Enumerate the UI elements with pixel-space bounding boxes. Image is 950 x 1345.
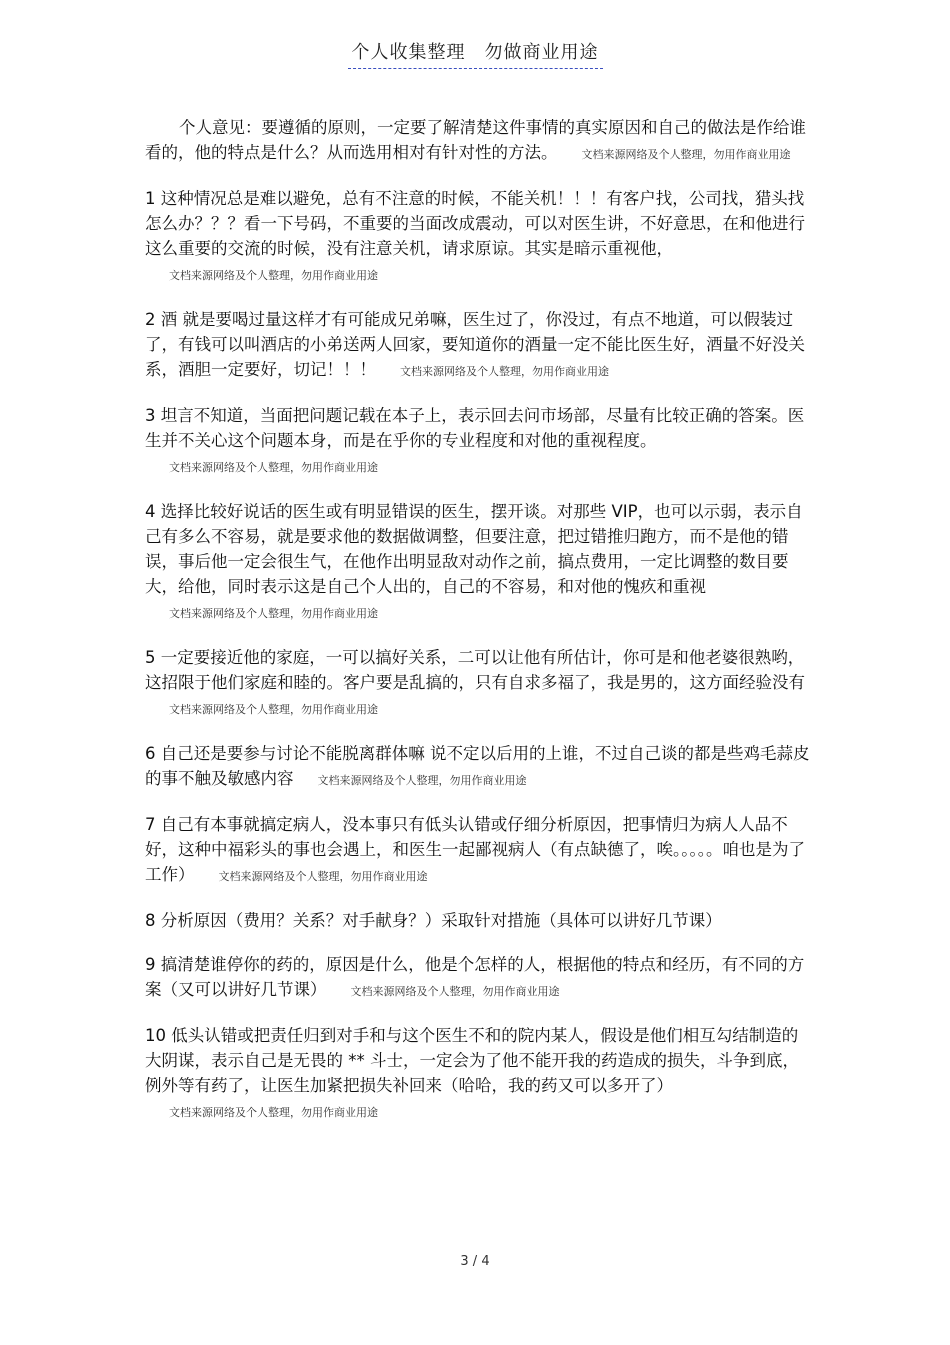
- paragraph-2: [145, 307, 810, 384]
- paragraph-6: [145, 741, 810, 793]
- page-number: 3 / 4: [460, 1254, 490, 1269]
- paragraph-10: [145, 1023, 810, 1125]
- document-body: [145, 115, 810, 1144]
- paragraph-text: 1 这种情况总是难以避免，总有不注意的时候，不能关机！！！有客户找，公司找，猎头找怎么办？？？看一下号码，不重要的当面改成震动，可以对医生讲，不好意思，在和他进行这么重要的交流的时候，没有注意关机，请求原谅。其实是暗示重视他，: [145, 189, 805, 258]
- paragraph-text: 4 选择比较好说话的医生或有明显错误的医生，摆开谈。对那些 VIP，也可以示弱，表示自己有多么不容易，就是要求他的数据做调整，但要注意，把过错推归跑方，而不是他的错误，事后他一定会很生气，在他作出明显敌对动作之前，搞点费用，一定比调整的数目要大，给他，同时表示这是自己个人出的，自己的不容易，和对他的愧疚和重视: [145, 502, 803, 596]
- paragraph-3: [145, 403, 810, 480]
- source-note: 文档来源网络及个人整理，勿用作商业用途: [218, 870, 428, 883]
- paragraph-text: 2 酒 就是要喝过量这样才有可能成兄弟嘛，医生过了，你没过，有点不地道，可以假装过了，有钱可以叫酒店的小弟送两人回家，要知道你的酒量一定不能比医生好，酒量不好没关系，酒胆一定要好，切记！！！: [145, 310, 805, 379]
- source-note: 文档来源网络及个人整理，勿用作商业用途: [169, 607, 378, 620]
- paragraph-intro: [145, 115, 810, 167]
- paragraph-5: [145, 645, 810, 722]
- source-note: 文档来源网络及个人整理，勿用作商业用途: [169, 1106, 378, 1119]
- paragraph-text: 7 自己有本事就搞定病人，没本事只有低头认错或仔细分析原因，把事情归为病人人品不好，这种中福彩头的事也会遇上，和医生一起鄙视病人（有点缺德了，唉。。。。。咱也是为了工作）: [145, 815, 805, 884]
- source-note: 文档来源网络及个人整理，勿用作商业用途: [169, 269, 378, 282]
- paragraph-9: [145, 952, 810, 1004]
- paragraph-text: 10 低头认错或把责任归到对手和与这个医生不和的院内某人，假设是他们相互勾结制造的大阴谋，表示自己是无畏的 ** 斗士，一定会为了他不能开我的药造成的损失，斗争到底，例外等有药了，让医生加紧把损失补回来（哈哈，我的药又可以多开了）: [145, 1026, 799, 1095]
- paragraph-7: [145, 812, 810, 889]
- source-note: 文档来源网络及个人整理，勿用作商业用途: [169, 703, 378, 716]
- paragraph-text: 3 坦言不知道，当面把问题记载在本子上，表示回去问市场部，尽量有比较正确的答案。医生并不关心这个问题本身，而是在乎你的专业程度和对他的重视程度。: [145, 406, 805, 450]
- source-note: 文档来源网络及个人整理，勿用作商业用途: [400, 365, 609, 378]
- paragraph-text: 8 分析原因（费用？关系？对手献身？）采取针对措施（具体可以讲好几节课）: [145, 911, 722, 930]
- paragraph-text: 9 搞清楚谁停你的药的，原因是什么，他是个怎样的人，根据他的特点和经历，有不同的方案（又可以讲好几节课）: [145, 955, 805, 999]
- source-note: 文档来源网络及个人整理，勿用作商业用途: [350, 985, 560, 998]
- source-note: 文档来源网络及个人整理，勿用作商业用途: [581, 148, 791, 161]
- source-note: 文档来源网络及个人整理，勿用作商业用途: [317, 774, 527, 787]
- header-title: 个人收集整理 勿做商业用途: [348, 38, 603, 69]
- paragraph-8: [145, 908, 810, 933]
- paragraph-1: [145, 186, 810, 288]
- paragraph-text: 6 自己还是要参与讨论不能脱离群体嘛 说不定以后用的上谁，不过自己谈的都是些鸡毛蒜皮的事不触及敏感内容: [145, 744, 810, 788]
- paragraph-text: 5 一定要接近他的家庭，一可以搞好关系，二可以让他有所估计，你可是和他老婆很熟哟，这招限于他们家庭和睦的。客户要是乱搞的，只有自求多福了，我是男的，这方面经验没有: [145, 648, 805, 692]
- paragraph-text: 个人意见：要遵循的原则，一定要了解清楚这件事情的真实原因和自己的做法是作给谁看的，他的特点是什么？从而选用相对有针对性的方法。: [145, 118, 806, 162]
- page-header: [0, 38, 950, 69]
- source-note: 文档来源网络及个人整理，勿用作商业用途: [169, 461, 378, 474]
- paragraph-4: [145, 499, 810, 626]
